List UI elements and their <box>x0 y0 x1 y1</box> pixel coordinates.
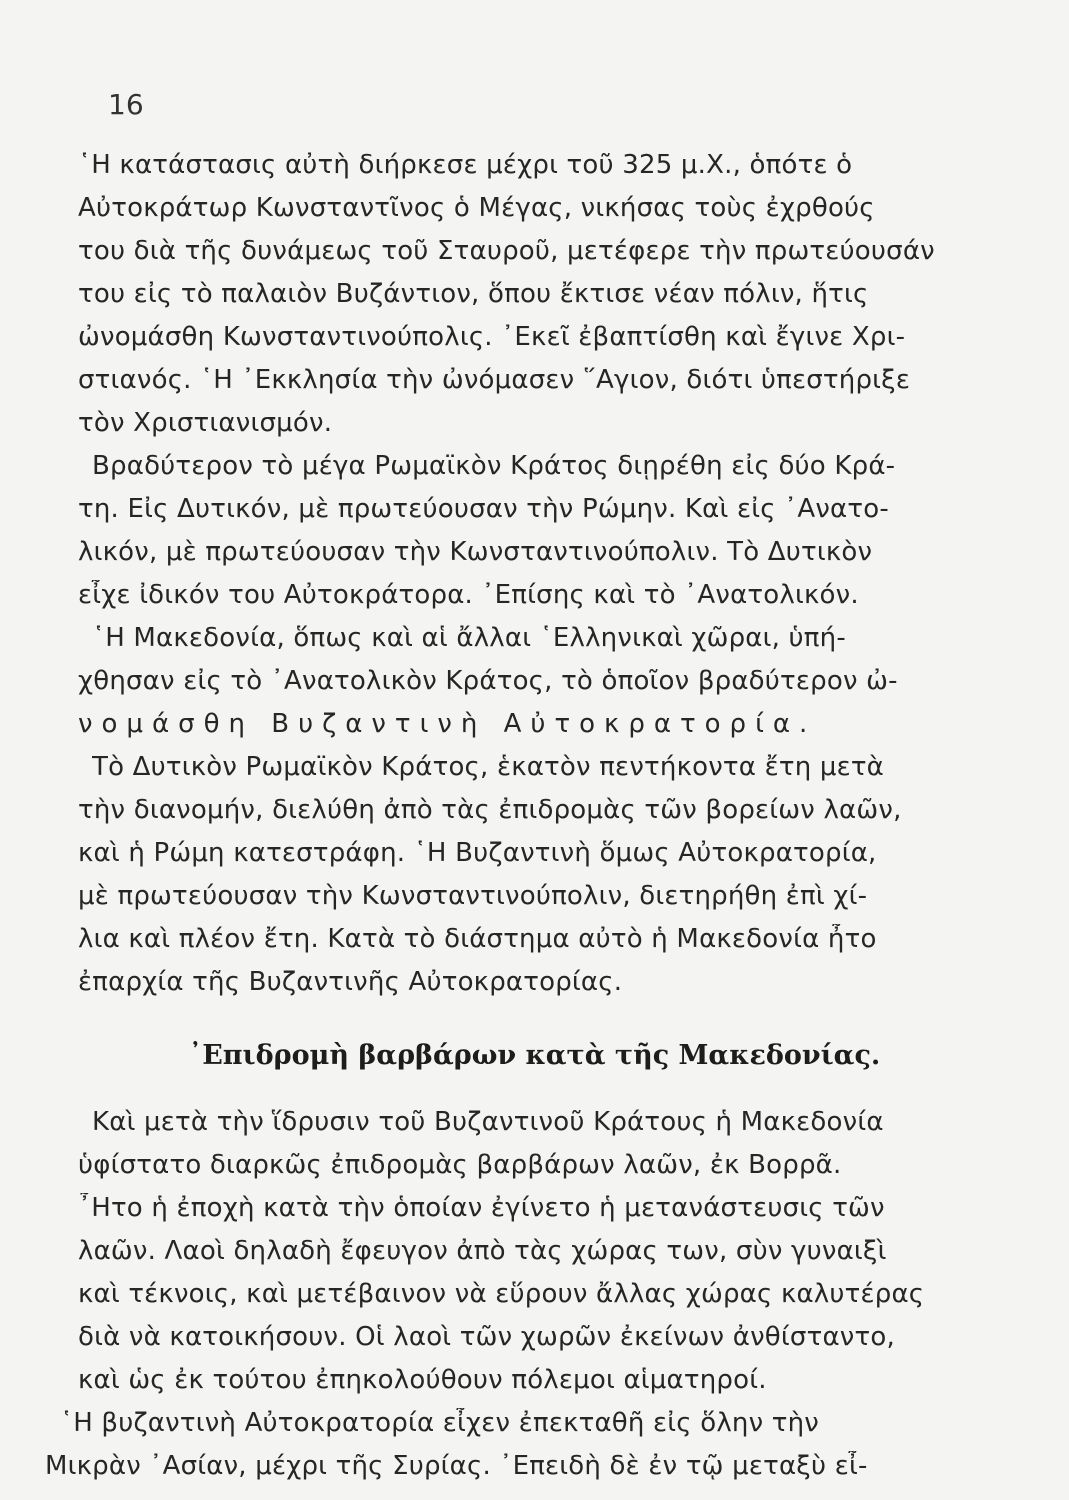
page-number: 16 <box>108 88 144 121</box>
text-line: καὶ ὡς ἐκ τούτου ἐπηκολούθουν πόλεμοι αἱματηροί. <box>78 1365 767 1395</box>
text-line: εἶχε ἰδικόν του Αὐτοκράτορα. ᾿Επίσης καὶ τὸ ᾿Ανατολικόν. <box>78 580 859 610</box>
text-line: τη. Εἰς Δυτικόν, μὲ πρωτεύουσαν τὴν Ρώμην. Καὶ εἰς ᾿Ανατο- <box>78 494 889 524</box>
text-line: Βραδύτερον τὸ μέγα Ρωμαϊκὸν Κράτος διῃρέθη εἰς δύο Κρά- <box>92 451 896 481</box>
text-line: καὶ τέκνοις, καὶ μετέβαινον νὰ εὕρουν ἄλλας χώρας καλυτέρας <box>78 1279 925 1309</box>
text-line: χθησαν εἰς τὸ ᾿Ανατολικὸν Κράτος, τὸ ὁποῖον βραδύτερον ὠ- <box>78 666 898 696</box>
text-line: ὠνομάσθη Κωνσταντινούπολις. ᾿Εκεῖ ἐβαπτίσθη καὶ ἔγινε Χρι- <box>78 322 906 352</box>
text-line: Μικρὰν ᾿Ασίαν, μέχρι τῆς Συρίας. ᾿Επειδὴ δὲ ἐν τῷ μεταξὺ εἶ- <box>45 1451 868 1481</box>
text-line: τὴν διανομήν, διελύθη ἀπὸ τὰς ἐπιδρομὰς τῶν βορείων λαῶν, <box>78 795 902 825</box>
text-line: τὸν Χριστιανισμόν. <box>78 408 333 438</box>
text-line: ῾Η βυζαντινὴ Αὐτοκρατορία εἶχεν ἐπεκταθῆ εἰς ὅλην τὴν <box>60 1408 820 1438</box>
text-line: Αὐτοκράτωρ Κωνσταντῖνος ὁ Μέγας, νικήσας τοὺς ἐχρθούς <box>78 193 875 223</box>
text-line: λικόν, μὲ πρωτεύουσαν τὴν Κωνσταντινούπολιν. Τὸ Δυτικὸν <box>78 537 873 567</box>
text-line: του διὰ τῆς δυνάμεως τοῦ Σταυροῦ, μετέφερε τὴν πρωτεύουσάν <box>78 236 935 266</box>
text-line: ῾Η Μακεδονία, ὅπως καὶ αἱ ἄλλαι ῾Ελληνικαὶ χῶραι, ὑπή- <box>92 623 846 653</box>
text-line: καὶ ἡ Ρώμη κατεστράφη. ῾Η Βυζαντινὴ ὅμως Αὐτοκρατορία, <box>78 838 877 868</box>
text-line: μὲ πρωτεύουσαν τὴν Κωνσταντινούπολιν, διετηρήθη ἐπὶ χί- <box>78 881 868 911</box>
text-line: λια καὶ πλέον ἔτη. Κατὰ τὸ διάστημα αὐτὸ ἡ Μακεδονία ἦτο <box>78 924 877 954</box>
text-line: ὑφίστατο διαρκῶς ἐπιδρομὰς βαρβάρων λαῶν, ἐκ Βορρᾶ. <box>78 1150 842 1180</box>
text-line: ἐπαρχία τῆς Βυζαντινῆς Αὐτοκρατορίας. <box>78 967 623 997</box>
text-line: στιανός. ῾Η ᾿Εκκλησία τὴν ὠνόμασεν ῞Αγιον, διότι ὑπεστήριξε <box>78 365 911 395</box>
text-line: Καὶ μετὰ τὴν ἵδρυσιν τοῦ Βυζαντινοῦ Κράτους ἡ Μακεδονία <box>92 1107 884 1137</box>
text-line: ῾Η κατάστασις αὐτὴ διήρκεσε μέχρι τοῦ 325 μ.Χ., ὁπότε ὁ <box>78 150 853 180</box>
text-line: του εἰς τὸ παλαιὸν Βυζάντιον, ὅπου ἔκτισε νέαν πόλιν, ἥτις <box>78 279 869 309</box>
text-line: διὰ νὰ κατοικήσουν. Οἱ λαοὶ τῶν χωρῶν ἐκείνων ἀνθίσταντο, <box>78 1322 895 1352</box>
text-line: λαῶν. Λαοὶ δηλαδὴ ἔφευγον ἀπὸ τὰς χώρας των, σὺν γυναιξὶ <box>78 1236 887 1266</box>
text-line-spaced: νομάσθη Βυζαντινὴ Αὐτοκρατορία. <box>78 709 817 739</box>
text-line: ῏Ητο ἡ ἐποχὴ κατὰ τὴν ὁποίαν ἐγίνετο ἡ μετανάστευσις τῶν <box>78 1193 885 1223</box>
section-heading: ᾿Επιδρομὴ βαρβάρων κατὰ τῆς Μακεδονίας. <box>188 1040 881 1071</box>
text-line: Τὸ Δυτικὸν Ρωμαϊκὸν Κράτος, ἑκατὸν πεντήκοντα ἔτη μετὰ <box>92 752 885 782</box>
